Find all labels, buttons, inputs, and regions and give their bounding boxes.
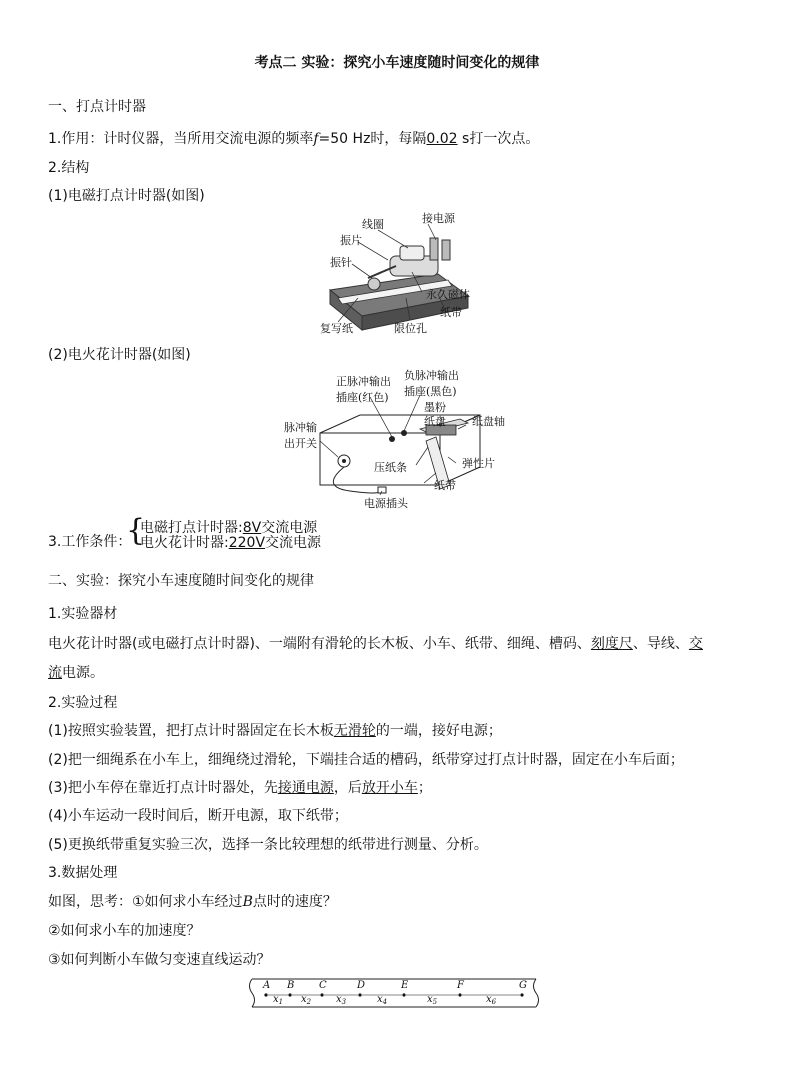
p1-ruler: 刻度尺 [590, 636, 633, 652]
tape-point-label-F: F [457, 980, 464, 991]
step3 [48, 777, 432, 797]
step2: (2)把一细绳系在小车上，细绳绕过滑轮，下端挂合适的槽码，纸带穿过打点计时器，固定在小车后面； [48, 752, 684, 768]
fig2-label-neg-socket: 插座(黑色) [404, 385, 457, 398]
fig1-label-limit-hole: 限位孔 [394, 322, 427, 335]
step3-c: ； [417, 780, 432, 796]
p3-title: 3.数据处理 [48, 865, 118, 881]
fig2-label-tape: 纸带 [434, 479, 456, 492]
fig2-label-axle: 纸盘轴 [472, 415, 505, 428]
q1-b: B [242, 894, 253, 910]
tape-point-label-B: B [287, 980, 295, 991]
item1-mid: =50 Hz时，每隔 [318, 131, 427, 147]
item3-line1-v: 8V [242, 520, 262, 536]
tape-gap-label-1: $x_1$ [273, 994, 284, 1006]
question2: ②如何求小车的加速度？ [48, 923, 201, 939]
fig2-label-disk: 纸盘 [424, 415, 446, 428]
fig1-label-power: 接电源 [422, 212, 455, 225]
question1 [48, 891, 337, 911]
tape-gap-label-4: $x_4$ [377, 994, 388, 1006]
tape-gap-label-2: $x_2$ [301, 994, 312, 1006]
sub1-text: (1)电磁打点计时器(如图) [48, 188, 205, 204]
q1-c: 点时的速度？ [252, 894, 337, 910]
tape-point-E [402, 993, 405, 996]
tape-gap-label-6: $x_6$ [486, 994, 497, 1006]
tape-right-edge [534, 979, 539, 1007]
fig2-label-neg-out: 负脉冲输出 [404, 369, 459, 382]
fig1-label-needle: 振针 [330, 256, 352, 269]
step3-b: ，后 [333, 780, 362, 796]
item3-line1-b: 交流电源 [261, 520, 318, 536]
tape-point-label-A: A [263, 980, 271, 991]
fig2-label-plug: 电源插头 [364, 497, 408, 510]
fig2-label-switch-2: 出开关 [284, 437, 317, 450]
fig1-label-tape: 纸带 [440, 306, 462, 319]
item2-text: 2.结构 [48, 160, 90, 176]
tape-point-G [520, 993, 523, 996]
tape-point-B [288, 993, 291, 996]
item3-line1 [140, 521, 317, 535]
item3-line2 [140, 536, 321, 550]
item3-line2-v: 220V [228, 535, 266, 551]
fig1-label-magnet: 永久磁体 [426, 288, 470, 301]
page-title: 考点二 实验：探究小车速度随时间变化的规律 [254, 55, 540, 71]
sub2-text: (2)电火花计时器(如图) [48, 347, 191, 363]
tape-left-edge [250, 979, 255, 1007]
spark-timer-figure [280, 367, 520, 513]
item3-prefix: 3.工作条件： [48, 534, 132, 550]
tape-point-C [320, 993, 323, 996]
item1-text [48, 128, 539, 148]
section2-heading: 二、实验：探究小车速度随时间变化的规律 [48, 573, 314, 589]
step5: (5)更换纸带重复实验三次，选择一条比较理想的纸带进行测量、分析。 [48, 837, 488, 853]
item1-interval: 0.02 [426, 131, 458, 147]
fig1-label-vibrator: 振片 [340, 234, 362, 247]
brace-symbol: { [126, 513, 146, 548]
p1-title: 1.实验器材 [48, 606, 118, 622]
item1-prefix: 1.作用：计时仪器，当所用交流电源的频率 [48, 131, 314, 147]
fig1-label-carbon-paper: 复写纸 [320, 322, 353, 335]
step1 [48, 720, 502, 740]
p1-line1-c: 交 [688, 636, 703, 652]
tape-gap-label-3: $x_3$ [336, 994, 347, 1006]
tape-point-D [358, 993, 361, 996]
step1-u: 无滑轮 [333, 723, 376, 739]
step3-a: (3)把小车停在靠近打点计时器处，先 [48, 780, 278, 796]
p1-line2-c: 流 [48, 665, 62, 681]
step3-u1: 接通电源 [277, 780, 334, 796]
fig2-label-toner: 墨粉 [424, 401, 446, 414]
item3-line2-a: 电火花计时器: [140, 535, 229, 551]
item1-f: f [313, 131, 319, 147]
section1-heading: 一、打点计时器 [48, 99, 146, 115]
fig2-label-press-strip: 压纸条 [374, 461, 407, 474]
item1-suffix: s打一次点。 [457, 131, 540, 147]
tape-point-label-D: D [357, 980, 366, 991]
p1-line1-b: 、导线、 [632, 636, 689, 652]
step1-a: (1)按照实验装置，把打点计时器固定在长木板 [48, 723, 334, 739]
p1-line1-a: 电火花计时器(或电磁打点计时器)、一端附有滑轮的长木板、小车、纸带、细绳、槽码、 [48, 636, 591, 652]
tape-marks [262, 980, 527, 1006]
step1-b: 的一端，接好电源； [375, 723, 502, 739]
p1-line2 [48, 662, 104, 682]
fig2-label-pos-out: 正脉冲输出 [336, 375, 391, 388]
item3-line2-b: 交流电源 [265, 535, 322, 551]
tape-point-label-G: G [519, 980, 527, 991]
paper-tape-diagram [244, 976, 544, 1010]
electromagnetic-timer-figure [318, 208, 488, 338]
fig1-label-coil: 线圈 [362, 218, 384, 231]
fig2-label-pos-socket: 插座(红色) [336, 391, 389, 404]
step3-u2: 放开小车 [361, 780, 418, 796]
p1-line2-d: 电源。 [62, 665, 104, 681]
question3: ③如何判断小车做匀变速直线运动？ [48, 952, 271, 968]
tape-point-F [458, 993, 461, 996]
tape-point-label-C: C [319, 980, 327, 991]
p2-title: 2.实验过程 [48, 695, 118, 711]
step4: (4)小车运动一段时间后，断开电源，取下纸带； [48, 808, 348, 824]
tape-point-A [264, 993, 267, 996]
item3-line1-a: 电磁打点计时器: [140, 520, 243, 536]
tape-point-label-E: E [401, 980, 409, 991]
fig2-label-switch-1: 脉冲输 [284, 421, 317, 434]
q1-a: 如图，思考：①如何求小车经过 [48, 894, 243, 910]
p1-line1 [48, 633, 703, 653]
tape-gap-label-5: $x_5$ [427, 994, 438, 1006]
fig2-label-spring: 弹性片 [462, 457, 495, 470]
